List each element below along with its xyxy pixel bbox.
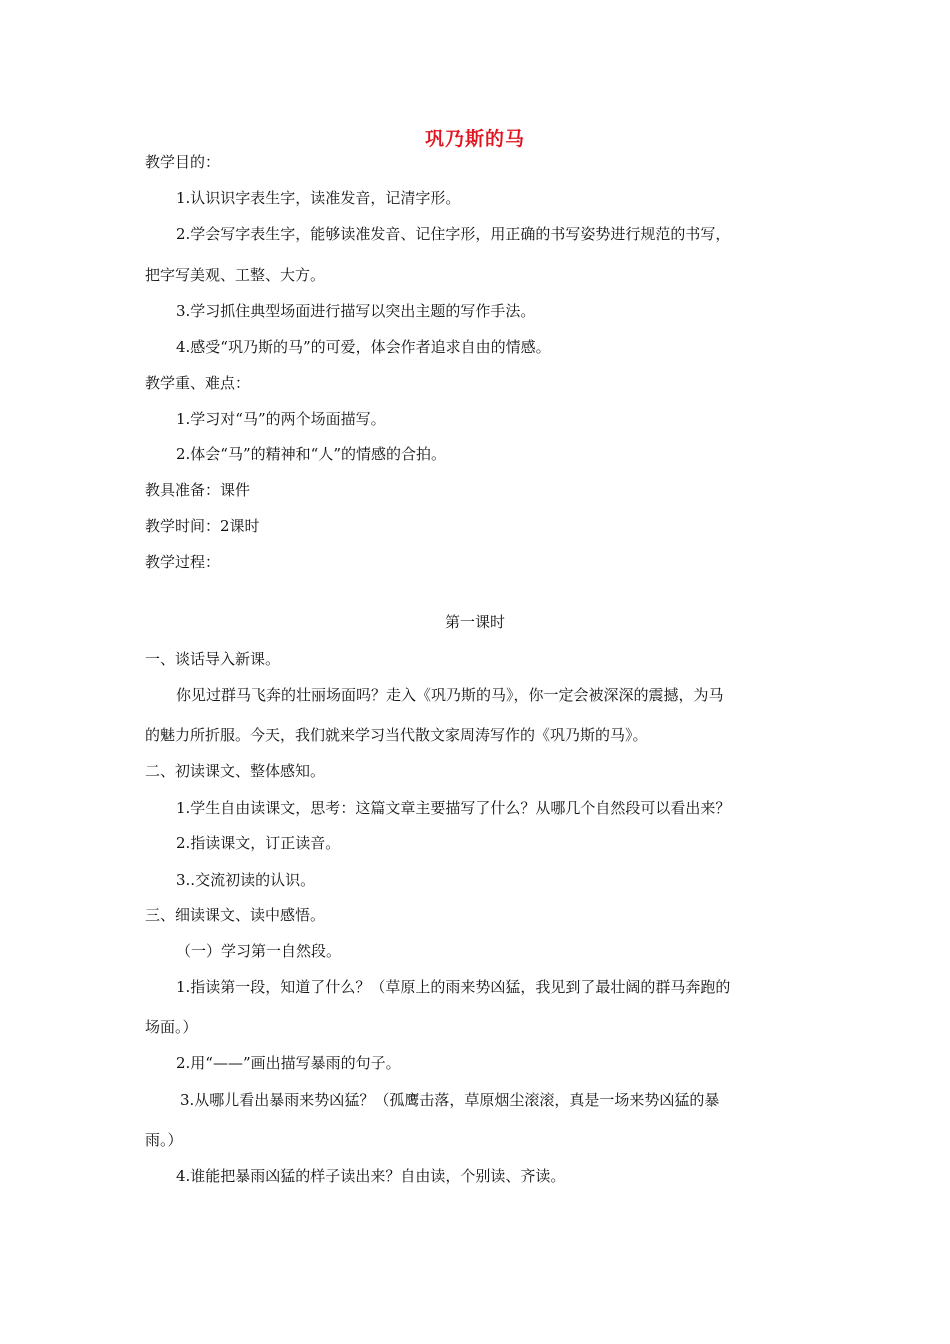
section2-item: 1.学生自由读课文，思考：这篇文章主要描写了什么？从哪几个自然段可以看出来？ [176,799,731,817]
section2-item: 3..交流初读的认识。 [176,871,316,889]
objectives-heading: 教学目的： [145,153,221,171]
section1-paragraph-continued: 的魅力所折服。今天，我们就来学习当代散文家周涛写作的《巩乃斯的马》。 [145,726,648,744]
section1-paragraph: 你见过群马飞奔的壮丽场面吗？走入《巩乃斯的马》，你一定会被深深的震撼，为马 [176,686,724,704]
section3-item: 1.指读第一段，知道了什么？（草原上的雨来势凶猛，我见到了最壮阔的群马奔跑的 [176,978,731,996]
section3-heading: 三、细读课文、读中感悟。 [145,906,326,924]
key-points-heading: 教学重、难点： [145,374,251,392]
section3-item: 4.谁能把暴雨凶猛的样子读出来？自由读，个别读、齐读。 [176,1167,566,1185]
duration-line: 教学时间：2课时 [145,517,260,535]
key-point-item: 2.体会“马”的精神和“人”的情感的合拍。 [176,445,446,463]
section2-heading: 二、初读课文、整体感知。 [145,762,326,780]
process-heading: 教学过程： [145,553,221,571]
section3-item-continued: 场面。） [145,1018,198,1036]
section2-item: 2.指读课文，订正读音。 [176,834,341,852]
materials-line: 教具准备：课件 [145,481,251,499]
section1-heading: 一、谈话导入新课。 [145,650,281,668]
section3-subheading: （一）学习第一自然段。 [176,942,342,960]
section3-item: 2.用“——”画出描写暴雨的句子。 [176,1054,401,1072]
section3-item-continued: 雨。） [145,1131,183,1149]
key-point-item: 1.学习对“马”的两个场面描写。 [176,410,386,428]
section3-item: 3.从哪儿看出暴雨来势凶猛？（孤鹰击落，草原烟尘滚滚，真是一场来势凶猛的暴 [180,1091,720,1109]
lesson-heading: 第一课时 [444,613,505,631]
objective-item: 3.学习抓住典型场面进行描写以突出主题的写作手法。 [176,302,536,320]
objective-item: 4.感受“巩乃斯的马”的可爱，体会作者追求自由的情感。 [176,338,551,356]
document-title: 巩乃斯的马 [424,128,525,150]
objective-item: 1.认识识字表生字，读准发音，记清字形。 [176,189,461,207]
objective-item: 2.学会写字表生字，能够读准发音、记住字形，用正确的书写姿势进行规范的书写， [176,225,731,243]
objective-item-continued: 把字写美观、工整、大方。 [145,266,326,284]
